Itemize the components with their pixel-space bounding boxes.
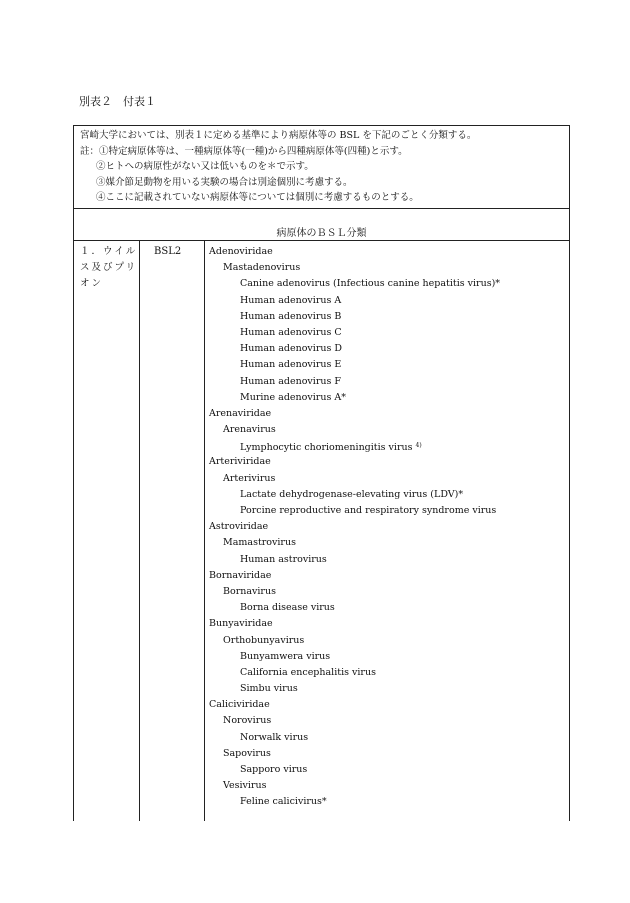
notes-intro: 宮崎大学においては、別表１に定める基準により病原体等の BSL を下記のごとく分類する。 [80, 130, 477, 141]
taxon-family [206, 519, 569, 535]
taxon-name: Borna disease virus [240, 602, 335, 614]
taxon-name: Human adenovirus A [240, 294, 342, 306]
taxon-genus [206, 260, 569, 276]
notes-box [73, 125, 570, 208]
taxon-name: Arterivirus [223, 472, 276, 484]
note-item: ③媒介節足動物を用いる実験の場合は別途個別に考慮する。 [96, 176, 353, 188]
taxon-name: Human adenovirus D [240, 343, 342, 355]
taxon-family [206, 454, 569, 470]
page-heading: 別表２ 付表１ [79, 95, 156, 108]
taxon-name: Human adenovirus B [240, 310, 342, 322]
taxon-family [206, 697, 569, 713]
taxon-name: Human adenovirus F [240, 375, 341, 387]
taxon-name: Mamastrovirus [223, 537, 296, 549]
taxon-species [206, 341, 569, 357]
taxon-genus [206, 584, 569, 600]
taxon-species [206, 762, 569, 778]
taxon-name: Norovirus [223, 715, 272, 727]
taxon-species [206, 309, 569, 325]
taxon-genus [206, 535, 569, 551]
category-label: １．ウイルス及びプリオン [80, 246, 138, 289]
taxon-species [206, 374, 569, 390]
taxon-genus [206, 746, 569, 762]
taxon-name: Lymphocytic choriomeningitis virus [240, 442, 413, 454]
taxon-family [206, 568, 569, 584]
taxon-name: Arenavirus [223, 424, 276, 436]
taxa-list [206, 244, 569, 811]
taxon-family [206, 616, 569, 632]
taxon-species [206, 390, 569, 406]
taxon-species [206, 325, 569, 341]
table-title: 病原体のＢＳＬ分類 [276, 228, 367, 239]
taxon-species [206, 730, 569, 746]
taxon-name: Bornaviridae [209, 569, 272, 581]
footnote-ref: 4) [415, 442, 422, 450]
taxon-name: Lactate dehydrogenase-elevating virus (LDV)* [240, 488, 464, 500]
taxon-species [206, 681, 569, 697]
taxon-species [206, 487, 569, 503]
bsl-level: BSL2 [154, 246, 182, 257]
taxon-name: Feline calicivirus* [240, 796, 327, 808]
taxon-species [206, 357, 569, 373]
taxon-name: Bornavirus [223, 585, 276, 597]
table-title-row [73, 208, 570, 241]
taxon-name: Orthobunyavirus [223, 634, 305, 646]
taxon-name: Vesivirus [223, 780, 267, 792]
taxon-name: Bunyaviridae [209, 618, 273, 630]
taxon-name: Simbu virus [240, 683, 298, 695]
taxon-name: Human adenovirus C [240, 326, 342, 338]
taxon-genus [206, 713, 569, 729]
classification-table [73, 241, 570, 821]
taxon-name: Porcine reproductive and respiratory syndrome virus [240, 505, 497, 516]
taxon-species [206, 600, 569, 616]
taxon-name: Sapovirus [223, 747, 271, 759]
taxon-family [206, 406, 569, 422]
taxon-name: Caliciviridae [209, 699, 270, 711]
column-divider [139, 241, 140, 821]
taxon-name: Mastadenovirus [223, 262, 301, 274]
column-divider [204, 241, 205, 821]
taxon-genus [206, 778, 569, 794]
taxon-name: Astroviridae [209, 521, 269, 533]
taxon-species [206, 276, 569, 292]
taxon-name: Sapporo virus [240, 764, 308, 775]
taxon-name: Norwalk virus [240, 731, 309, 743]
taxon-name: California encephalitis virus [240, 666, 376, 678]
taxon-name: Arenaviridae [209, 407, 272, 419]
taxon-name: Canine adenovirus (Infectious canine hepatitis virus)* [240, 278, 501, 290]
taxon-species [206, 665, 569, 681]
note-item [80, 144, 569, 160]
taxon-species [206, 794, 569, 810]
taxon-name: Bunyamwera virus [240, 650, 331, 662]
notes-label: 註： [80, 145, 100, 157]
note-item: ④ここに記載されていない病原体等については個別に考慮するものとする。 [96, 192, 419, 203]
taxon-genus [206, 471, 569, 487]
note-text: ①特定病原体等は、一種病原体等(一種)から四種病原体等(四種)と示す。 [99, 145, 408, 157]
taxon-name: Human adenovirus E [240, 359, 342, 371]
taxon-species [206, 649, 569, 665]
taxon-name: Human astrovirus [240, 553, 327, 565]
taxon-family [206, 244, 569, 260]
taxon-genus [206, 633, 569, 649]
taxon-name: Adenoviridae [209, 246, 273, 257]
taxon-name: Arteriviridae [209, 456, 271, 468]
taxon-name: Murine adenovirus A* [240, 391, 346, 403]
taxon-species [206, 503, 569, 519]
taxon-species [206, 552, 569, 568]
taxon-species [206, 293, 569, 309]
taxon-species [206, 438, 569, 454]
taxon-genus [206, 422, 569, 438]
note-item: ②ヒトへの病原性がない又は低いものを＊で示す。 [96, 161, 314, 172]
